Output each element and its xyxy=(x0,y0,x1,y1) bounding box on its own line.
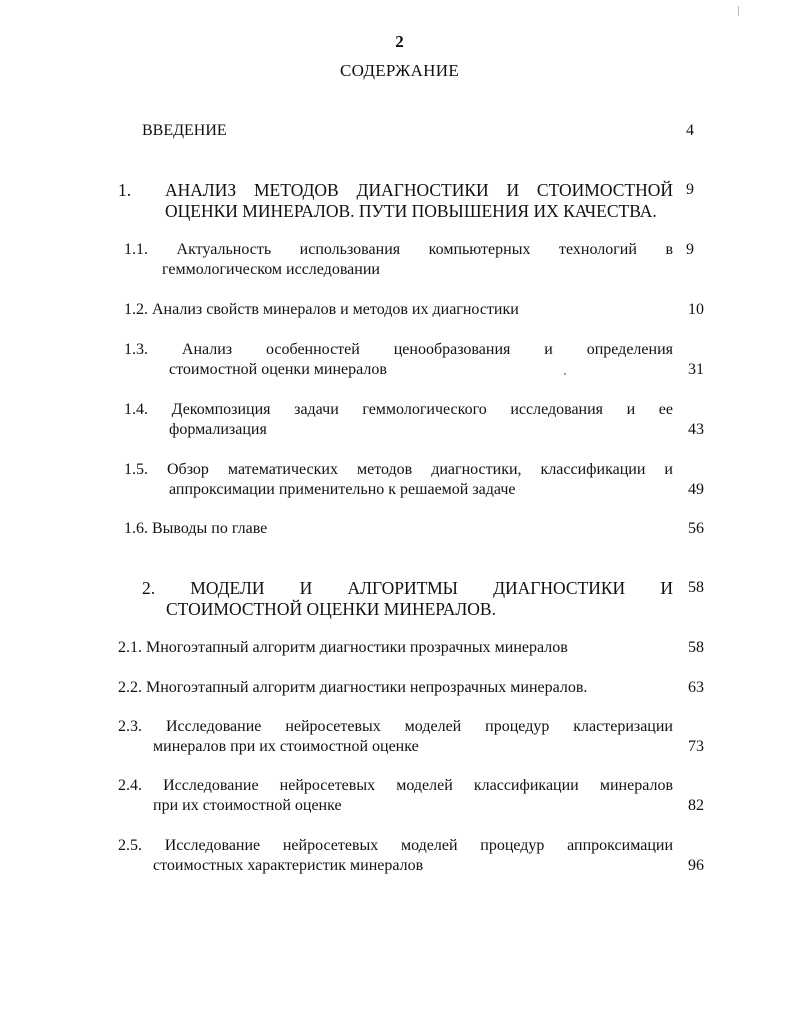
toc-page-ch1: 9 xyxy=(686,181,694,198)
toc-page-ch2: 58 xyxy=(688,579,704,596)
toc-chapter-1 xyxy=(165,180,673,222)
toc-chapter-2-line1: 2. МОДЕЛИ И АЛГОРИТМЫ ДИАГНОСТИКИ И xyxy=(142,578,673,598)
toc-entry-label: ВВЕДЕНИЕ xyxy=(142,122,227,139)
toc-entry-line1: 2.1. Многоэтапный алгоритм диагностики прозрачных минералов xyxy=(118,639,568,656)
toc-page-2-2: 63 xyxy=(688,679,704,696)
toc-entry-line1: 1.4. Декомпозиция задачи геммологического исследования и ее xyxy=(124,401,673,418)
toc-page-1-1: 9 xyxy=(686,241,694,258)
toc-entry-line2: аппроксимации применительно к решаемой задаче xyxy=(169,481,516,498)
toc-entry-line1: 2.4. Исследование нейросетевых моделей классификации минералов xyxy=(118,777,673,794)
toc-entry-intro xyxy=(142,121,227,141)
toc-page-1-5: 49 xyxy=(688,481,704,498)
toc-chapter-1-line2: ОЦЕНКИ МИНЕРАЛОВ. ПУТИ ПОВЫШЕНИЯ ИХ КАЧЕСТВА. xyxy=(165,201,657,221)
toc-entry-2-4 xyxy=(118,776,673,816)
toc-entry-line1: 2.3. Исследование нейросетевых моделей процедур кластеризации xyxy=(118,718,673,735)
toc-entry-1-6 xyxy=(124,519,267,539)
toc-entry-line2: стоимостных характеристик минералов xyxy=(153,857,424,874)
toc-entry-line2: минералов при их стоимостной оценке xyxy=(153,738,419,755)
toc-entry-line2: при их стоимостной оценке xyxy=(153,797,342,814)
toc-page-1-6: 56 xyxy=(688,520,704,537)
toc-chapter-2-line2: СТОИМОСТНОЙ ОЦЕНКИ МИНЕРАЛОВ. xyxy=(166,599,496,619)
toc-entry-line1: 1.3. Анализ особенностей ценообразования и определения xyxy=(124,341,673,358)
toc-entry-line1: 2.5. Исследование нейросетевых моделей процедур аппроксимации xyxy=(118,837,673,854)
toc-entry-line2: формализация xyxy=(169,421,267,438)
page-number: 2 xyxy=(395,32,404,51)
toc-entry-2-3 xyxy=(118,717,673,757)
toc-entry-line2: стоимостной оценки минералов xyxy=(169,361,387,378)
toc-entry-1-1 xyxy=(124,240,673,280)
toc-page-2-3: 73 xyxy=(688,738,704,755)
toc-entry-line1: 1.5. Обзор математических методов диагностики, классификации и xyxy=(124,461,673,478)
toc-entry-1-5 xyxy=(124,460,673,500)
toc-page-2-4: 82 xyxy=(688,797,704,814)
toc-page-intro: 4 xyxy=(686,122,694,139)
toc-entry-2-5 xyxy=(118,836,673,876)
scan-mark xyxy=(738,6,739,16)
toc-entry-line1: 2.2. Многоэтапный алгоритм диагностики непрозрачных минералов. xyxy=(118,679,588,696)
toc-page-1-3: 31 xyxy=(688,361,704,378)
toc-page-1-2: 10 xyxy=(688,301,704,318)
toc-chapter-1-number: 1. xyxy=(118,180,132,200)
toc-entry-line1: 1.6. Выводы по главе xyxy=(124,520,268,537)
toc-entry-1-2 xyxy=(124,300,519,320)
toc-chapter-2 xyxy=(142,578,673,620)
toc-entry-2-2 xyxy=(118,678,587,698)
toc-entry-line1: 1.2. Анализ свойств минералов и методов их диагностики xyxy=(124,301,519,318)
toc-entry-line2: геммологическом исследовании xyxy=(162,261,380,278)
toc-entry-2-1 xyxy=(118,638,568,658)
toc-page-2-1: 58 xyxy=(688,639,704,656)
page-title: СОДЕРЖАНИЕ xyxy=(339,61,460,80)
toc-chapter-1-line1: АНАЛИЗ МЕТОДОВ ДИАГНОСТИКИ И СТОИМОСТНОЙ xyxy=(165,180,673,200)
toc-entry-1-3 xyxy=(124,340,673,380)
toc-page-1-4: 43 xyxy=(688,421,704,438)
toc-entry-line1: 1.1. Актуальность использования компьютерных технологий в xyxy=(124,241,673,258)
toc-page-2-5: 96 xyxy=(688,857,704,874)
toc-entry-1-4 xyxy=(124,400,673,440)
